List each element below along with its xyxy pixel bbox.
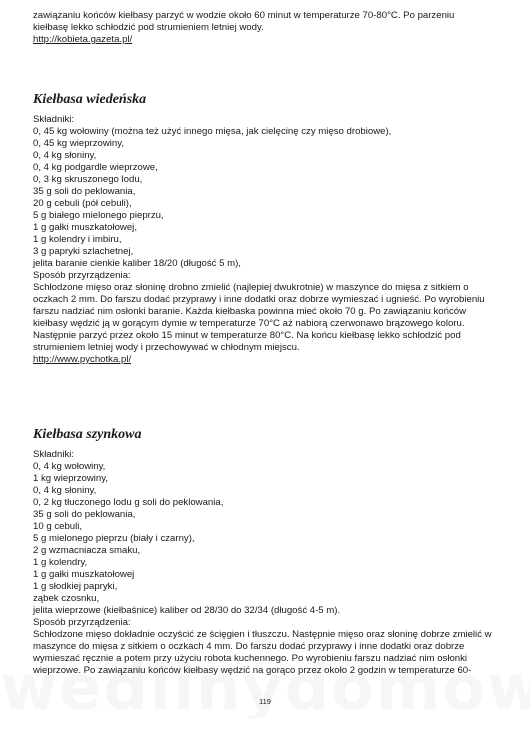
- method-text: [33, 629, 492, 677]
- page-number: 119: [259, 697, 271, 706]
- recipe-section: [33, 427, 492, 677]
- ingredient-item: 2 g wzmacniacza smaku,: [33, 545, 141, 556]
- recipe-title: Kiełbasa wiedeńska: [33, 92, 147, 107]
- ingredient-item: 0, 45 kg wołowiny (można też użyć innego mięsa, jak cielęcinę czy mięso drobiowe),: [33, 126, 392, 137]
- ingredient-item: 20 g cebuli (pół cebuli),: [33, 198, 132, 209]
- recipe-title: Kiełbasa szynkowa: [33, 427, 142, 442]
- ingredient-item: 1 g gałki muszkatołowej: [33, 569, 135, 580]
- ingredient-item: 1 g kolendry i imbiru,: [33, 234, 122, 245]
- method-line: Schłodzone mięso oraz słoninę drobno zmielić (najlepiej dwukrotnie) w maszynce do mięsa z sitkiem o: [33, 282, 469, 293]
- ingredient-item: 5 g mielonego pieprzu (biały i czarny),: [33, 533, 195, 544]
- method-line: oczkach 2 mm. Do farszu dodać przyprawy i inne dodatki oraz dobrze wymieszać i ugnieść. Po wyrobieniu: [33, 294, 485, 305]
- ingredient-item: 5 g białego mielonego pieprzu,: [33, 210, 164, 221]
- ingredients-label: Składniki:: [33, 449, 75, 460]
- method-text: [33, 282, 485, 354]
- method-line: wieprzowe. Po zawiązaniu końców kiełbasy wędzić na gorąco przez około 2 godzin w temperaturze 60-: [33, 665, 472, 676]
- ingredient-item: 1 g kolendry,: [33, 557, 88, 568]
- method-line: maszynce do mięsa z sitkiem o oczkach 4 mm. Do farszu dodać przyprawy i inne dodatki oraz dobrze: [33, 641, 465, 652]
- ingredient-item: 35 g soli do peklowania,: [33, 509, 136, 520]
- method-label: Sposób przyrządzenia:: [33, 617, 131, 628]
- source-link[interactable]: [33, 34, 454, 46]
- source-link-text[interactable]: http://www.pychotka.pl/: [33, 354, 132, 365]
- ingredient-item: 0, 2 kg tłuczonego lodu g soli do peklowania,: [33, 497, 224, 508]
- method-line: wymieszać ręcznie a potem przy użyciu robota kuchennego. Po wyrobieniu farszu nadziać nim osłonki: [33, 653, 468, 664]
- method-line: Schłodzone mięso dokładnie oczyścić ze ścięgien i tłuszczu. Następnie mięso oraz słoninę dobrze zmielić w: [33, 629, 492, 640]
- ingredient-item: 0, 4 kg słoniny,: [33, 150, 97, 161]
- ingredients-list: [33, 461, 492, 617]
- ingredient-item: jelita baranie cienkie kaliber 18/20 (długość 5 m),: [33, 258, 241, 269]
- recipe-section: [33, 92, 485, 366]
- ingredient-item: 3 g papryki szlachetnej,: [33, 246, 134, 257]
- ingredient-item: 0, 4 kg podgardle wieprzowe,: [33, 162, 158, 173]
- source-link[interactable]: [33, 354, 485, 366]
- method-line: farszu nadziać nim osłonki baranie. Każda kiełbaska powinna mieć około 70 g. Po zawiązaniu końców: [33, 306, 467, 317]
- method-line: strumieniem letniej wody i przechowywać w chłodnym miejscu.: [33, 342, 300, 353]
- ingredients-list: [33, 126, 485, 270]
- ingredients-label: Składniki:: [33, 114, 75, 125]
- method-label: Sposób przyrządzenia:: [33, 270, 131, 281]
- ingredient-item: 0, 45 kg wieprzowiny,: [33, 138, 125, 149]
- method-line: kiełbasy wędzić ją w gorącym dymie w temperaturze 70°C aż nabiorą czerwonawo brązowego koloru.: [33, 318, 465, 329]
- intro-line: kiełbasę lekko schłodzić pod strumieniem letniej wody.: [33, 22, 264, 33]
- ingredient-item: 0, 4 kg słoniny,: [33, 485, 97, 496]
- ingredient-item: 0, 4 kg wołowiny,: [33, 461, 106, 472]
- ingredient-item: jelita wieprzowe (kiełbaśnice) kaliber od 28/30 do 32/34 (długość 4-5 m).: [33, 605, 341, 616]
- intro-block: [33, 10, 454, 46]
- ingredient-item: 10 g cebuli,: [33, 521, 83, 532]
- intro-line: zawiązaniu końców kiełbasy parzyć w wodzie około 60 minut w temperaturze 70-80°C. Po parzeniu: [33, 10, 455, 21]
- ingredient-item: 35 g soli do peklowania,: [33, 186, 136, 197]
- ingredient-item: 1 g słodkiej papryki,: [33, 581, 118, 592]
- ingredient-item: 1 g gałki muszkatołowej,: [33, 222, 137, 233]
- ingredient-item: ząbek czosnku,: [33, 593, 100, 604]
- method-line: Następnie parzyć przez około 15 minut w temperaturze 80°C. Na końcu kiełbasę lekko schłodzić pod: [33, 330, 461, 341]
- ingredient-item: 0, 3 kg skruszonego lodu,: [33, 174, 143, 185]
- source-link-text[interactable]: http://kobieta.gazeta.pl/: [33, 34, 133, 45]
- ingredient-item: 1 kg wieprzowiny,: [33, 473, 109, 484]
